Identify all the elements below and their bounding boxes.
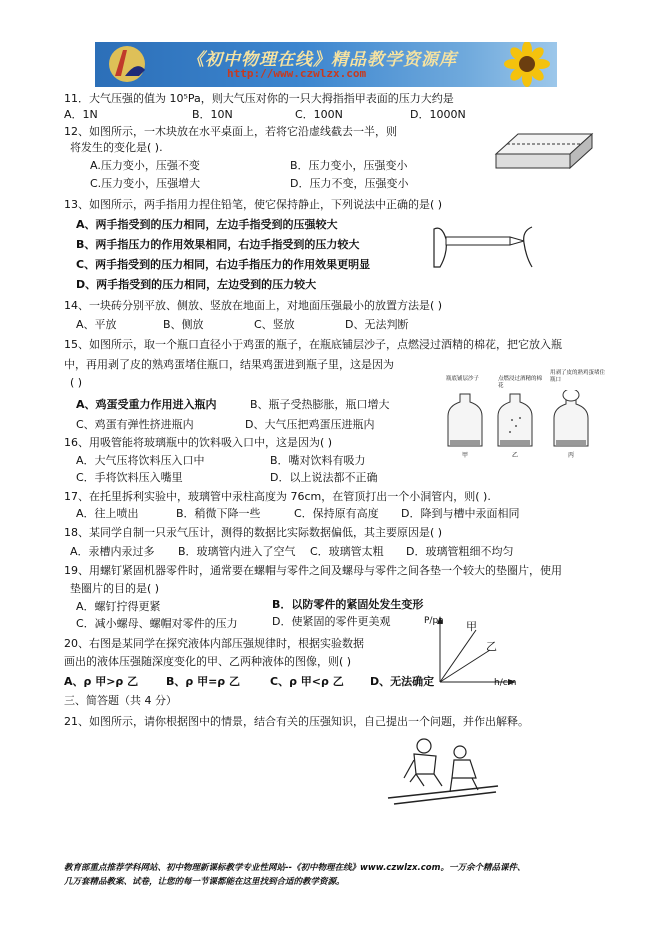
- q18-stem: 18、某同学自制一只汞气压计，测得的数据比实际数据偏低，其主要原因是( ): [64, 526, 443, 539]
- q11-option-d: D．1000N: [410, 108, 466, 121]
- q12-stem2: 将发生的变化是( ).: [70, 141, 163, 154]
- figure-label-bing: 丙: [568, 452, 575, 459]
- q21-stem: 21、如图所示，请你根据图中的情景，结合有关的压强知识，自己提出一个问题，并作出解释。: [64, 715, 529, 728]
- q13-stem: 13、如图所示，两手指用力捏住铅笔，使它保持静止，下列说法中正确的是( ): [64, 198, 443, 211]
- q13-option-d: D、两手指受到的压力相同，左边受到的压力较大: [76, 278, 317, 291]
- q13-option-b: B、两手指压力的作用效果相同，右边手指受到的压力较大: [76, 238, 360, 251]
- pressure-depth-graph: [410, 612, 520, 692]
- q12-option-d: D．压力不变，压强变小: [290, 177, 409, 190]
- q12-option-b: B．压力变小，压强变小: [290, 159, 408, 172]
- q13-option-a: A、两手指受到的压力相同，左边手指受到的压强较大: [76, 218, 338, 231]
- q20-option-b: B、ρ 甲=ρ 乙: [166, 675, 241, 688]
- banner-url[interactable]: http://www.czwlzx.com: [227, 67, 367, 80]
- q15-stem2: 中，再用剥了皮的熟鸡蛋堵住瓶口，结果鸡蛋进到瓶子里，这是因为: [64, 358, 394, 371]
- q19-stem: 19、用螺钉紧固机器零件时，通常要在螺帽与零件之间及螺母与零件之间各垫一个较大的垫圈片，使用: [64, 564, 562, 577]
- figure-label-egg: 用剥了皮的熟鸡蛋堵住瓶口: [550, 370, 606, 383]
- q12-option-a: A.压力变小，压强不变: [90, 159, 200, 172]
- q19-stem2: 垫圈片的目的是( ): [70, 582, 160, 595]
- q20-option-a: A、ρ 甲>ρ 乙: [64, 675, 139, 688]
- q18-option-b: B．玻璃管内进入了空气: [178, 545, 296, 558]
- q18-option-d: D．玻璃管粗细不均匀: [406, 545, 514, 558]
- q20-stem: 20、右图是某同学在探究液体内部压强规律时，根据实验数据: [64, 637, 364, 650]
- q11-option-b: B．10N: [192, 108, 233, 121]
- banner-title: 《初中物理在线》精品教学资源库: [187, 50, 457, 70]
- figure-label-cotton: 点燃浸过酒精的棉花: [498, 376, 543, 389]
- q14-option-b: B、侧放: [163, 318, 204, 331]
- q15-option-d: D、大气压把鸡蛋压进瓶内: [245, 418, 375, 431]
- q19-option-d: D．使紧固的零件更美观: [272, 615, 391, 628]
- q17-stem: 17、在托里拆利实验中，玻璃管中汞柱高度为 76cm，在管顶打出一个小洞管内，则( ).: [64, 490, 491, 503]
- q12-option-c: C.压力变小，压强增大: [90, 177, 201, 190]
- bottle-figure: [442, 370, 610, 460]
- graph-line-yi: 乙: [486, 640, 497, 653]
- q17-option-b: B．稍微下降一些: [176, 507, 261, 520]
- q20-stem2: 画出的液体压强随深度变化的甲、乙两种液体的图像，则( ): [64, 655, 352, 668]
- q14-stem: 14、一块砖分别平放、侧放、竖放在地面上，对地面压强最小的放置方法是( ): [64, 299, 443, 312]
- figure-label-sand: 瓶底铺层沙子: [446, 376, 480, 382]
- section3-heading: 三、简答题（共 4 分）: [64, 694, 177, 707]
- footer-line-2: 几万套精品教案、试卷，让您的每一节课都能在这里找到合适的教学资源。: [64, 877, 345, 887]
- q14-option-d: D、无法判断: [345, 318, 409, 331]
- q14-option-a: A、平放: [76, 318, 117, 331]
- q16-option-b: B．嘴对饮料有吸力: [270, 454, 366, 467]
- q16-option-d: D．以上说法都不正确: [270, 471, 378, 484]
- q15-stem3: ( ): [70, 376, 83, 389]
- graph-ylabel: P/pa: [424, 616, 444, 626]
- q11-option-a: A．1N: [64, 108, 98, 121]
- q15-option-b: B、瓶子受热膨胀，瓶口增大: [250, 398, 390, 411]
- figure-label-jia: 甲: [462, 452, 469, 459]
- q12-stem: 12、如图所示，一木块放在水平桌面上，若将它沿虚线截去一半，则: [64, 125, 397, 138]
- q18-option-a: A．汞槽内汞过多: [70, 545, 155, 558]
- graph-xlabel: h/cm: [494, 678, 517, 688]
- q19-option-c: C．减小螺母、螺帽对零件的压力: [76, 617, 238, 630]
- sunflower-icon: [497, 42, 557, 87]
- pencil-fingers-figure: [428, 223, 538, 271]
- wood-block-figure: [488, 126, 598, 176]
- q16-option-c: C．手将饮料压入嘴里: [76, 471, 183, 484]
- q15-stem: 15、如图所示，取一个瓶口直径小于鸡蛋的瓶子，在瓶底铺层沙子，点燃浸过酒精的棉花，把它放入瓶: [64, 338, 562, 351]
- q16-option-a: A．大气压将饮料压入口中: [76, 454, 205, 467]
- q15-option-a: A、鸡蛋受重力作用进入瓶内: [76, 398, 217, 411]
- q16-stem: 16、用吸管能将玻璃瓶中的饮料吸入口中，这是因为( ): [64, 436, 333, 449]
- footer-line-1: 教育部重点推荐学科网站、初中物理新课标教学专业性网站--《初中物理在线》www.czwlzx.com。一万余个精品课件、: [64, 863, 526, 873]
- graph-line-jia: 甲: [466, 620, 477, 633]
- header-banner: [95, 42, 557, 87]
- site-logo-icon: [97, 42, 157, 87]
- q13-option-c: C、两手指受到的压力相同，右边手指压力的作用效果更明显: [76, 258, 371, 271]
- q20-option-d: D、无法确定: [370, 675, 435, 688]
- q11-stem: 11．大气压强的值为 10⁵Pa，则大气压对你的一只大拇指指甲表面的压力大约是: [64, 92, 454, 105]
- q20-option-c: C、ρ 甲<ρ 乙: [270, 675, 344, 688]
- q19-option-b: B．以防零件的紧固处发生变形: [272, 598, 424, 611]
- q14-option-c: C、竖放: [254, 318, 295, 331]
- q17-option-a: A．往上喷出: [76, 507, 139, 520]
- skier-figure: [380, 734, 500, 806]
- q11-option-c: C．100N: [295, 108, 343, 121]
- q19-option-a: A．螺钉拧得更紧: [76, 600, 161, 613]
- q17-option-c: C．保持原有高度: [294, 507, 379, 520]
- q18-option-c: C．玻璃管太粗: [310, 545, 384, 558]
- q17-option-d: D．降到与槽中汞面相同: [401, 507, 520, 520]
- figure-label-yi: 乙: [512, 452, 519, 459]
- q15-option-c: C、鸡蛋有弹性挤进瓶内: [76, 418, 194, 431]
